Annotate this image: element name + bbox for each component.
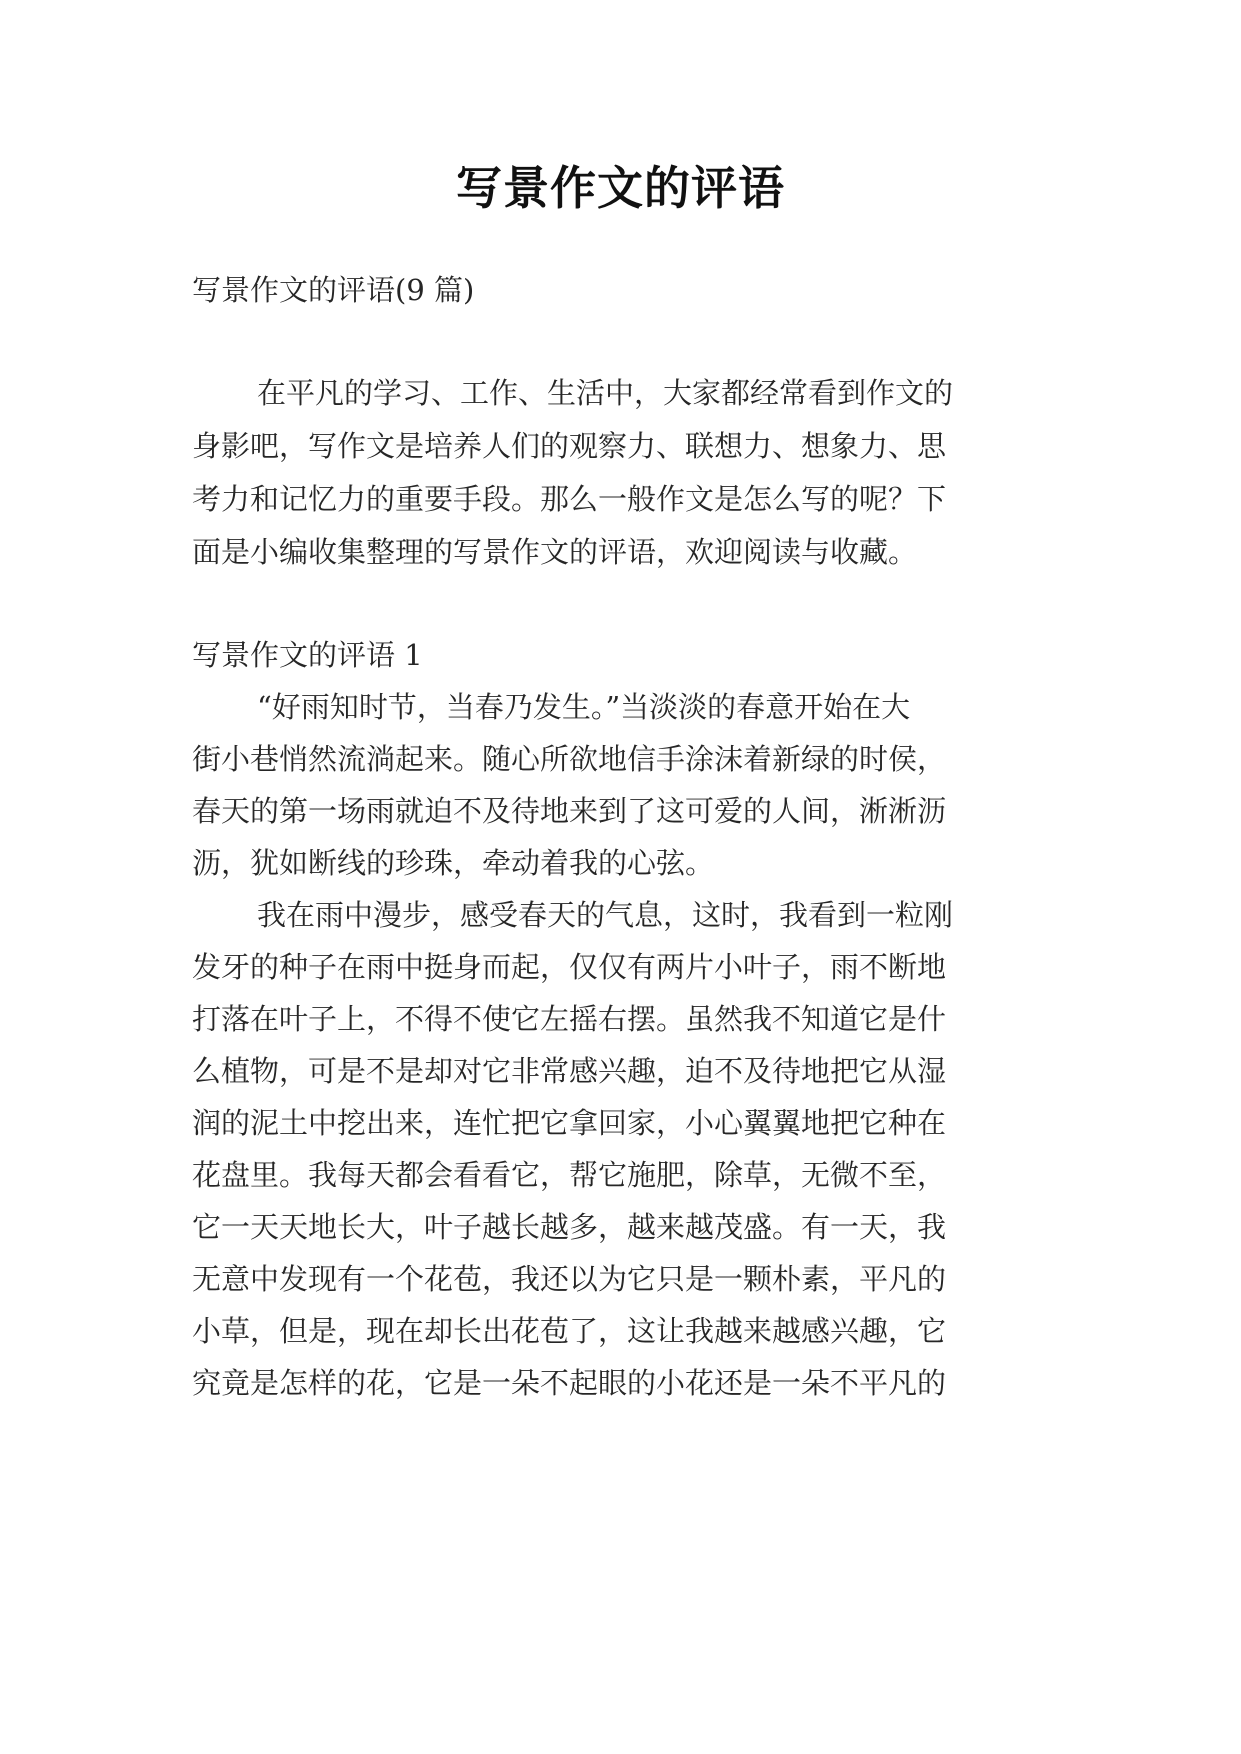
paragraph-line: 发牙的种子在雨中挺身而起，仅仅有两片小叶子，雨不断地 <box>192 950 947 984</box>
paragraph-line: 打落在叶子上，不得不使它左摇右摆。虽然我不知道它是什 <box>192 1002 947 1036</box>
paragraph-line: 它一天天地长大，叶子越长越多，越来越茂盛。有一天，我 <box>192 1210 947 1244</box>
paragraph-line: 小草，但是，现在却长出花苞了，这让我越来越感兴趣，它 <box>192 1314 947 1348</box>
section-heading: 写景作文的评语 1 <box>192 638 423 672</box>
paragraph-line: 沥，犹如断线的珍珠，牵动着我的心弦。 <box>192 846 715 880</box>
paragraph-line: 究竟是怎样的花，它是一朵不起眼的小花还是一朵不平凡的 <box>192 1366 947 1400</box>
paragraph-line: “好雨知时节，当春乃发生。”当淡淡的春意开始在大 <box>257 690 911 724</box>
intro-line: 考力和记忆力的重要手段。那么一般作文是怎么写的呢？下 <box>192 482 947 516</box>
document-subtitle: 写景作文的评语(9 篇) <box>192 273 475 307</box>
paragraph-line: 街小巷悄然流淌起来。随心所欲地信手涂沫着新绿的时侯， <box>192 742 947 776</box>
paragraph-line: 我在雨中漫步，感受春天的气息，这时，我看到一粒刚 <box>257 898 954 932</box>
paragraph-line: 花盘里。我每天都会看看它，帮它施肥，除草，无微不至， <box>192 1158 947 1192</box>
paragraph-line: 润的泥土中挖出来，连忙把它拿回家，小心翼翼地把它种在 <box>192 1106 947 1140</box>
intro-line: 面是小编收集整理的写景作文的评语，欢迎阅读与收藏。 <box>192 535 918 569</box>
intro-line: 身影吧，写作文是培养人们的观察力、联想力、想象力、思 <box>192 429 947 463</box>
paragraph-line: 春天的第一场雨就迫不及待地来到了这可爱的人间，淅淅沥 <box>192 794 947 828</box>
document-title: 写景作文的评语 <box>456 161 785 215</box>
intro-line: 在平凡的学习、工作、生活中，大家都经常看到作文的 <box>257 376 954 410</box>
paragraph-line: 么植物，可是不是却对它非常感兴趣，迫不及待地把它从湿 <box>192 1054 947 1088</box>
paragraph-line: 无意中发现有一个花苞，我还以为它只是一颗朴素，平凡的 <box>192 1262 947 1296</box>
